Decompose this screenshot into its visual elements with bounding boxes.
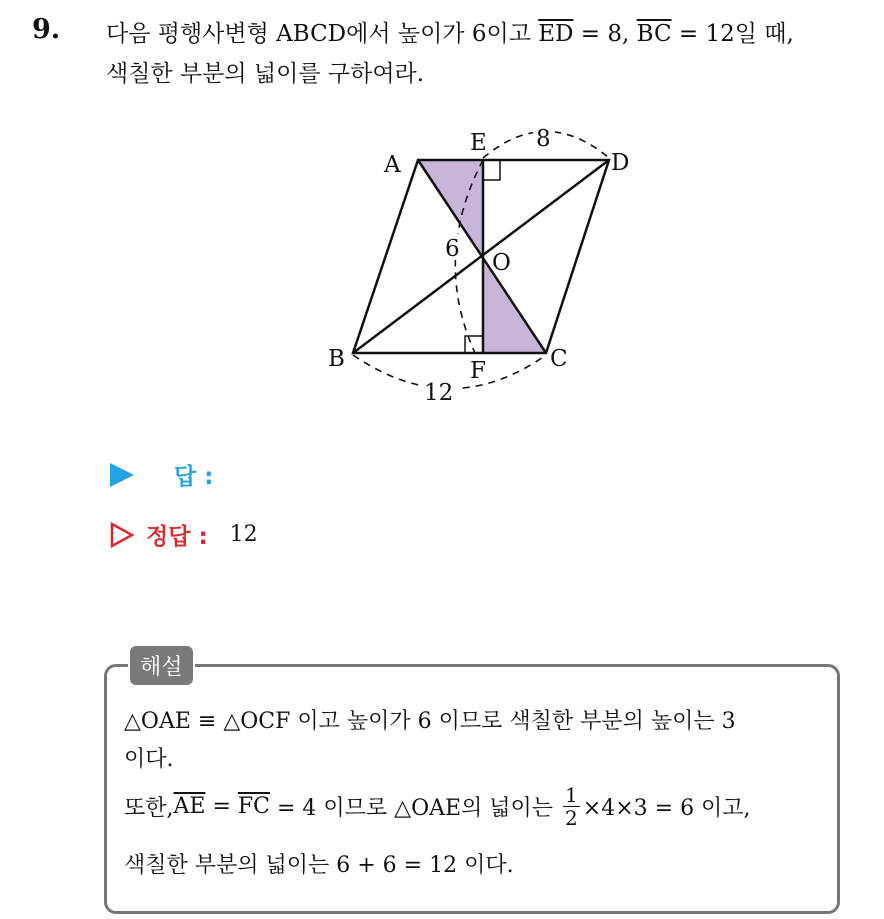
label-f: F [470,358,486,384]
question-number: 9. [32,14,61,45]
label-height-length: 6 [445,236,460,262]
correct-answer-label: 정답 : [146,524,208,550]
label-b: B [328,346,345,372]
answer-row [110,458,235,491]
explanation-line3-mid: = 4 이므로 △OAE의 넓이는 [269,796,561,821]
outline-triangle-icon [110,522,134,548]
question-line1-prefix: 다음 평행사변형 ABCD에서 높이가 6이고 [106,21,539,47]
label-e: E [470,130,487,156]
label-bc-length: 12 [424,380,454,406]
segment-bc: $\overline{BC}$ [636,21,672,47]
right-angle-e [483,160,500,180]
label-o: O [492,250,511,276]
fraction-denominator: 2 [565,806,578,830]
label-a: A [384,152,401,178]
question-eq1: = 8, [573,21,637,47]
play-triangle-icon [110,463,134,487]
segment-fc: $\overline{FC}$ [237,794,270,819]
explanation-line3-eq1: = [205,794,238,819]
question-line2: 색칠한 부분의 넓이를 구하여라. [106,61,425,87]
explanation-line4: 색칠한 부분의 넓이는 6 + 6 = 12 이다. [124,853,514,878]
explanation-line2: 이다. [124,747,174,772]
explanation-line1: △OAE ≡ △OCF 이고 높이가 6 이므로 색칠한 부분의 높이는 3 [124,709,736,734]
fraction-numerator: 1 [565,783,578,807]
question-eq2: = 12일 때, [671,21,794,47]
correct-answer-row [110,518,258,551]
question-text [106,14,866,94]
explanation-line3-prefix: 또한, [124,796,174,821]
explanation-line3 [124,784,751,829]
explanation-line3-suffix: ×4×3 = 6 이고, [582,796,751,821]
segment-ed: $\overline{ED}$ [538,21,574,47]
parallelogram-figure [320,110,630,410]
segment-ae: $\overline{AE}$ [173,794,206,819]
fraction-one-half [563,784,580,829]
label-c: C [550,346,568,372]
explanation-tag: 해설 [128,644,195,687]
answer-label: 답 : [174,464,214,490]
label-d: D [611,150,630,176]
label-ed-length: 8 [536,126,551,152]
correct-answer-value: 12 [229,522,258,547]
